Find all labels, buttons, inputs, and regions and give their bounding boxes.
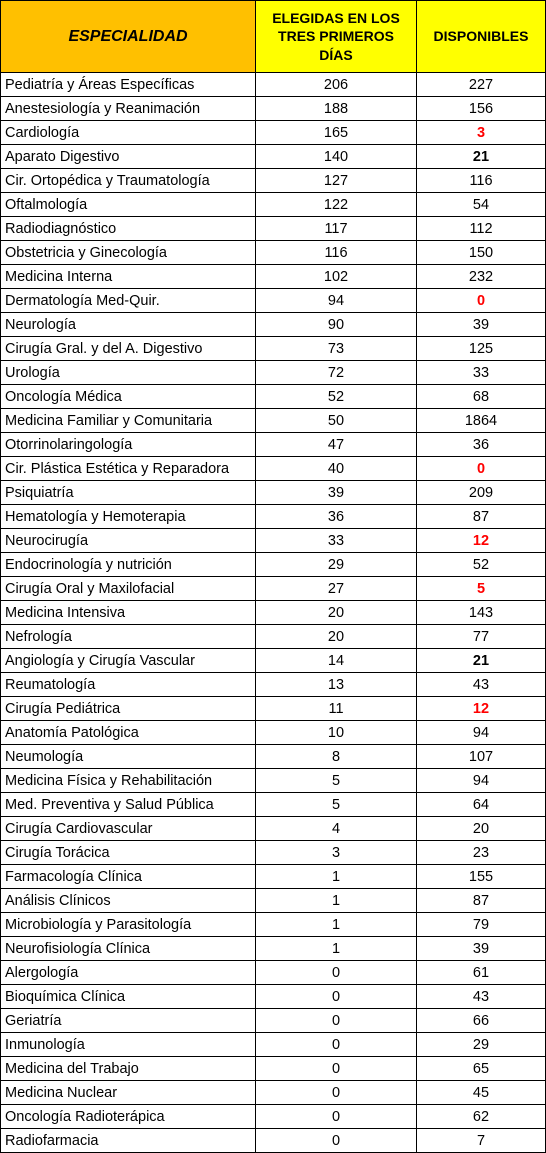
available-count-cell: 23 bbox=[417, 841, 546, 865]
selected-count-cell: 0 bbox=[256, 1081, 417, 1105]
selected-count-cell: 72 bbox=[256, 361, 417, 385]
selected-count-cell: 27 bbox=[256, 577, 417, 601]
available-count-cell: 87 bbox=[417, 889, 546, 913]
header-specialty: ESPECIALIDAD bbox=[1, 1, 256, 73]
specialty-name-cell: Análisis Clínicos bbox=[1, 889, 256, 913]
selected-count-cell: 0 bbox=[256, 985, 417, 1009]
specialty-name-cell: Cardiología bbox=[1, 121, 256, 145]
table-row bbox=[1, 793, 546, 817]
table-row bbox=[1, 73, 546, 97]
specialty-name-cell: Neurofisiología Clínica bbox=[1, 937, 256, 961]
table-row bbox=[1, 97, 546, 121]
selected-count-cell: 5 bbox=[256, 769, 417, 793]
header-available: DISPONIBLES bbox=[417, 1, 546, 73]
available-count-cell: 43 bbox=[417, 673, 546, 697]
table-row bbox=[1, 625, 546, 649]
selected-count-cell: 14 bbox=[256, 649, 417, 673]
available-count-cell: 125 bbox=[417, 337, 546, 361]
specialty-name-cell: Nefrología bbox=[1, 625, 256, 649]
available-count-cell: 94 bbox=[417, 769, 546, 793]
table-row bbox=[1, 1081, 546, 1105]
table-row bbox=[1, 889, 546, 913]
specialty-name-cell: Radiodiagnóstico bbox=[1, 217, 256, 241]
available-count-cell: 79 bbox=[417, 913, 546, 937]
table-row bbox=[1, 937, 546, 961]
available-count-cell: 232 bbox=[417, 265, 546, 289]
selected-count-cell: 50 bbox=[256, 409, 417, 433]
selected-count-cell: 1 bbox=[256, 889, 417, 913]
table-row bbox=[1, 721, 546, 745]
available-count-cell: 107 bbox=[417, 745, 546, 769]
selected-count-cell: 0 bbox=[256, 1129, 417, 1153]
table-row bbox=[1, 649, 546, 673]
available-count-cell: 155 bbox=[417, 865, 546, 889]
specialty-name-cell: Farmacología Clínica bbox=[1, 865, 256, 889]
available-count-cell: 5 bbox=[417, 577, 546, 601]
selected-count-cell: 4 bbox=[256, 817, 417, 841]
available-count-cell: 0 bbox=[417, 457, 546, 481]
specialty-name-cell: Reumatología bbox=[1, 673, 256, 697]
specialty-name-cell: Medicina Física y Rehabilitación bbox=[1, 769, 256, 793]
available-count-cell: 12 bbox=[417, 529, 546, 553]
table-row bbox=[1, 1009, 546, 1033]
selected-count-cell: 0 bbox=[256, 1033, 417, 1057]
available-count-cell: 64 bbox=[417, 793, 546, 817]
available-count-cell: 77 bbox=[417, 625, 546, 649]
selected-count-cell: 188 bbox=[256, 97, 417, 121]
header-row bbox=[1, 1, 546, 73]
selected-count-cell: 20 bbox=[256, 625, 417, 649]
selected-count-cell: 0 bbox=[256, 961, 417, 985]
available-count-cell: 36 bbox=[417, 433, 546, 457]
selected-count-cell: 0 bbox=[256, 1105, 417, 1129]
specialty-name-cell: Endocrinología y nutrición bbox=[1, 553, 256, 577]
table-row bbox=[1, 193, 546, 217]
selected-count-cell: 20 bbox=[256, 601, 417, 625]
table-header bbox=[1, 1, 546, 73]
table-row bbox=[1, 553, 546, 577]
available-count-cell: 68 bbox=[417, 385, 546, 409]
selected-count-cell: 8 bbox=[256, 745, 417, 769]
specialty-name-cell: Angiología y Cirugía Vascular bbox=[1, 649, 256, 673]
available-count-cell: 209 bbox=[417, 481, 546, 505]
header-selected bbox=[256, 1, 417, 73]
selected-count-cell: 102 bbox=[256, 265, 417, 289]
specialty-name-cell: Microbiología y Parasitología bbox=[1, 913, 256, 937]
table-row bbox=[1, 289, 546, 313]
specialty-name-cell: Cir. Plástica Estética y Reparadora bbox=[1, 457, 256, 481]
specialty-name-cell: Dermatología Med-Quir. bbox=[1, 289, 256, 313]
available-count-cell: 94 bbox=[417, 721, 546, 745]
specialty-name-cell: Medicina Interna bbox=[1, 265, 256, 289]
available-count-cell: 65 bbox=[417, 1057, 546, 1081]
selected-count-cell: 1 bbox=[256, 865, 417, 889]
table-row bbox=[1, 529, 546, 553]
table-row bbox=[1, 1105, 546, 1129]
specialty-name-cell: Medicina Nuclear bbox=[1, 1081, 256, 1105]
specialty-name-cell: Neumología bbox=[1, 745, 256, 769]
available-count-cell: 54 bbox=[417, 193, 546, 217]
selected-count-cell: 122 bbox=[256, 193, 417, 217]
selected-count-cell: 165 bbox=[256, 121, 417, 145]
available-count-cell: 3 bbox=[417, 121, 546, 145]
available-count-cell: 1864 bbox=[417, 409, 546, 433]
selected-count-cell: 206 bbox=[256, 73, 417, 97]
selected-count-cell: 36 bbox=[256, 505, 417, 529]
specialty-name-cell: Medicina Familiar y Comunitaria bbox=[1, 409, 256, 433]
specialty-name-cell: Psiquiatría bbox=[1, 481, 256, 505]
table-row bbox=[1, 769, 546, 793]
specialty-name-cell: Cir. Ortopédica y Traumatología bbox=[1, 169, 256, 193]
specialty-name-cell: Neurología bbox=[1, 313, 256, 337]
specialty-name-cell: Cirugía Gral. y del A. Digestivo bbox=[1, 337, 256, 361]
specialty-name-cell: Anatomía Patológica bbox=[1, 721, 256, 745]
specialty-name-cell: Bioquímica Clínica bbox=[1, 985, 256, 1009]
specialty-name-cell: Inmunología bbox=[1, 1033, 256, 1057]
selected-count-cell: 90 bbox=[256, 313, 417, 337]
specialty-name-cell: Geriatría bbox=[1, 1009, 256, 1033]
specialty-name-cell: Obstetricia y Ginecología bbox=[1, 241, 256, 265]
selected-count-cell: 0 bbox=[256, 1057, 417, 1081]
table-row bbox=[1, 913, 546, 937]
available-count-cell: 116 bbox=[417, 169, 546, 193]
selected-count-cell: 1 bbox=[256, 937, 417, 961]
available-count-cell: 33 bbox=[417, 361, 546, 385]
table-row bbox=[1, 1129, 546, 1153]
selected-count-cell: 140 bbox=[256, 145, 417, 169]
table-row bbox=[1, 841, 546, 865]
selected-count-cell: 13 bbox=[256, 673, 417, 697]
table-row bbox=[1, 313, 546, 337]
selected-count-cell: 0 bbox=[256, 1009, 417, 1033]
table-row bbox=[1, 385, 546, 409]
selected-count-cell: 117 bbox=[256, 217, 417, 241]
selected-count-cell: 127 bbox=[256, 169, 417, 193]
specialty-name-cell: Medicina Intensiva bbox=[1, 601, 256, 625]
specialty-name-cell: Otorrinolaringología bbox=[1, 433, 256, 457]
available-count-cell: 7 bbox=[417, 1129, 546, 1153]
available-count-cell: 0 bbox=[417, 289, 546, 313]
table-row bbox=[1, 745, 546, 769]
available-count-cell: 20 bbox=[417, 817, 546, 841]
table-row bbox=[1, 433, 546, 457]
table-row bbox=[1, 457, 546, 481]
table-row bbox=[1, 481, 546, 505]
table-row bbox=[1, 673, 546, 697]
table-row bbox=[1, 577, 546, 601]
selected-count-cell: 52 bbox=[256, 385, 417, 409]
specialty-name-cell: Pediatría y Áreas Específicas bbox=[1, 73, 256, 97]
available-count-cell: 29 bbox=[417, 1033, 546, 1057]
available-count-cell: 62 bbox=[417, 1105, 546, 1129]
specialty-name-cell: Medicina del Trabajo bbox=[1, 1057, 256, 1081]
table-row bbox=[1, 985, 546, 1009]
specialty-name-cell: Cirugía Pediátrica bbox=[1, 697, 256, 721]
available-count-cell: 143 bbox=[417, 601, 546, 625]
available-count-cell: 39 bbox=[417, 313, 546, 337]
table-row bbox=[1, 817, 546, 841]
available-count-cell: 39 bbox=[417, 937, 546, 961]
specialty-name-cell: Alergología bbox=[1, 961, 256, 985]
table-row bbox=[1, 409, 546, 433]
selected-count-cell: 94 bbox=[256, 289, 417, 313]
available-count-cell: 112 bbox=[417, 217, 546, 241]
table-row bbox=[1, 337, 546, 361]
table-row bbox=[1, 241, 546, 265]
selected-count-cell: 47 bbox=[256, 433, 417, 457]
header-selected-label: ELEGIDAS EN LOS TRES PRIMEROS DÍAS bbox=[272, 10, 400, 63]
available-count-cell: 45 bbox=[417, 1081, 546, 1105]
specialty-name-cell: Urología bbox=[1, 361, 256, 385]
table-row bbox=[1, 265, 546, 289]
available-count-cell: 43 bbox=[417, 985, 546, 1009]
specialty-name-cell: Cirugía Oral y Maxilofacial bbox=[1, 577, 256, 601]
table-row bbox=[1, 865, 546, 889]
selected-count-cell: 39 bbox=[256, 481, 417, 505]
available-count-cell: 227 bbox=[417, 73, 546, 97]
available-count-cell: 66 bbox=[417, 1009, 546, 1033]
available-count-cell: 21 bbox=[417, 649, 546, 673]
table-row bbox=[1, 505, 546, 529]
table-row bbox=[1, 121, 546, 145]
available-count-cell: 52 bbox=[417, 553, 546, 577]
table-row bbox=[1, 961, 546, 985]
table-row bbox=[1, 601, 546, 625]
selected-count-cell: 1 bbox=[256, 913, 417, 937]
specialty-name-cell: Oncología Médica bbox=[1, 385, 256, 409]
selected-count-cell: 29 bbox=[256, 553, 417, 577]
specialty-name-cell: Med. Preventiva y Salud Pública bbox=[1, 793, 256, 817]
specialty-name-cell: Aparato Digestivo bbox=[1, 145, 256, 169]
table-row bbox=[1, 1057, 546, 1081]
specialty-name-cell: Radiofarmacia bbox=[1, 1129, 256, 1153]
available-count-cell: 61 bbox=[417, 961, 546, 985]
selected-count-cell: 116 bbox=[256, 241, 417, 265]
specialty-name-cell: Hematología y Hemoterapia bbox=[1, 505, 256, 529]
available-count-cell: 21 bbox=[417, 145, 546, 169]
available-count-cell: 12 bbox=[417, 697, 546, 721]
table-row bbox=[1, 361, 546, 385]
available-count-cell: 150 bbox=[417, 241, 546, 265]
specialty-name-cell: Oncología Radioterápica bbox=[1, 1105, 256, 1129]
table-row bbox=[1, 697, 546, 721]
specialty-name-cell: Neurocirugía bbox=[1, 529, 256, 553]
specialty-name-cell: Oftalmología bbox=[1, 193, 256, 217]
selected-count-cell: 40 bbox=[256, 457, 417, 481]
table-row bbox=[1, 217, 546, 241]
selected-count-cell: 73 bbox=[256, 337, 417, 361]
selected-count-cell: 5 bbox=[256, 793, 417, 817]
specialty-name-cell: Anestesiología y Reanimación bbox=[1, 97, 256, 121]
selected-count-cell: 33 bbox=[256, 529, 417, 553]
table-row bbox=[1, 145, 546, 169]
selected-count-cell: 11 bbox=[256, 697, 417, 721]
table-row bbox=[1, 169, 546, 193]
available-count-cell: 156 bbox=[417, 97, 546, 121]
table-body bbox=[1, 73, 546, 1153]
available-count-cell: 87 bbox=[417, 505, 546, 529]
table-row bbox=[1, 1033, 546, 1057]
specialty-name-cell: Cirugía Torácica bbox=[1, 841, 256, 865]
selected-count-cell: 10 bbox=[256, 721, 417, 745]
selected-count-cell: 3 bbox=[256, 841, 417, 865]
specialty-name-cell: Cirugía Cardiovascular bbox=[1, 817, 256, 841]
